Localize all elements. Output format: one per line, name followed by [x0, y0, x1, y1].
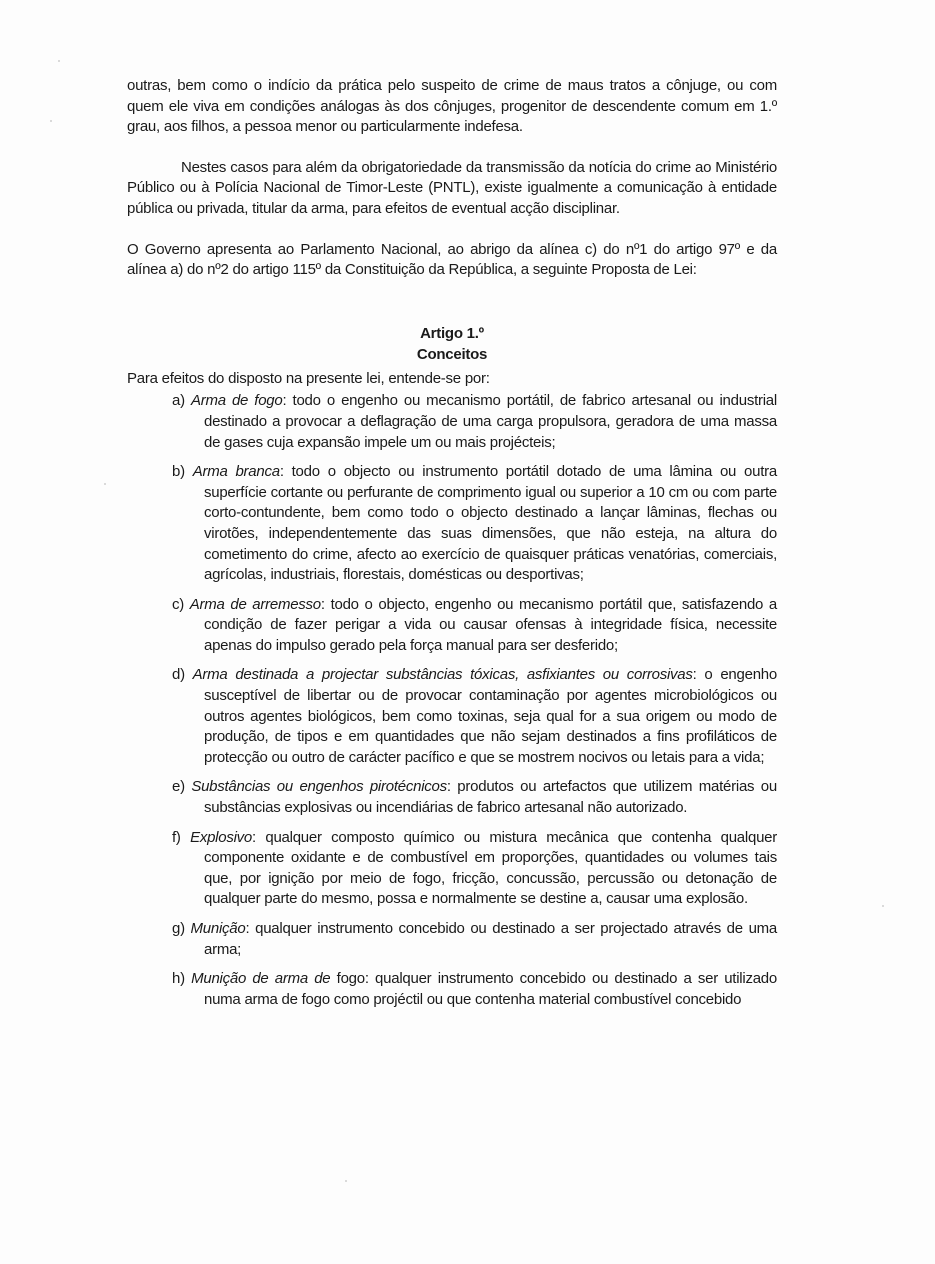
- article-title: Conceitos: [416, 345, 488, 363]
- definition-item: [172, 969, 777, 1010]
- definition-term: Arma de arremesso: [189, 595, 321, 613]
- definition-item: [172, 595, 777, 657]
- scan-speck: [50, 120, 52, 122]
- definition-text: fogo: qualquer instrumento concebido ou destinado a ser utilizado numa arma de fogo como projéctil ou que contenha material combustível concebido: [204, 970, 777, 1008]
- definition-letter: b): [172, 463, 193, 481]
- definition-letter: c): [172, 595, 190, 613]
- definition-text: : produtos ou artefactos que utilizem matérias ou substâncias explosivas ou incendiárias de fabrico artesanal não autorizado.: [204, 778, 777, 817]
- definition-term: Arma branca: [192, 463, 280, 481]
- definition-text: : qualquer instrumento concebido ou destinado a ser projectado através de uma arma;: [204, 920, 777, 958]
- definition-term: Arma de fogo: [190, 392, 283, 410]
- definition-term: Substâncias ou engenhos pirotécnicos: [191, 778, 447, 796]
- definition-item: [172, 665, 777, 768]
- definition-text: : todo o objecto, engenho ou mecanismo portátil que, satisfazendo a condição de fazer perigar a vida ou causar ofensas à integridade física, necessite apenas do impulso gerado pela força manual para ser desferido;: [204, 595, 778, 654]
- intro-paragraph: outras, bem como o indício da prática pelo suspeito de crime de maus tratos a cônjuge, ou com quem ele viva em condições análogas às dos cônjuges, progenitor de descendente comum em 1.º grau, aos filhos, a pessoa menor ou particularmente indefesa.: [127, 77, 777, 136]
- definition-text: : todo o engenho ou mecanismo portátil, de fabrico artesanal ou industrial destinado a provocar a deflagração de uma carga propulsora, geradora de uma massa de gases cuja expansão impele um ou mais projécteis;: [204, 392, 777, 451]
- definition-item: [172, 919, 777, 960]
- definition-item: [172, 462, 777, 586]
- definition-item: [172, 391, 777, 453]
- government-paragraph: O Governo apresenta ao Parlamento Nacional, ao abrigo da alínea c) do nº1 do artigo 97º e da alínea a) do nº2 do artigo 115º da Constituição da República, a seguinte Proposta de Lei:: [127, 240, 777, 279]
- scan-speck: [882, 905, 884, 907]
- definition-term: Munição: [190, 920, 246, 937]
- definition-letter: f): [172, 828, 191, 846]
- definition-letter: e): [172, 778, 192, 796]
- definition-term: Arma destinada a projectar substâncias tóxicas, asfixiantes ou corrosivas: [192, 666, 693, 684]
- definition-term: Explosivo: [190, 828, 253, 846]
- definition-letter: g): [172, 920, 191, 937]
- scan-speck: [104, 483, 106, 485]
- scan-speck: [58, 60, 60, 62]
- cases-paragraph: Nestes casos para além da obrigatoriedade da transmissão da notícia do crime ao Ministério Público ou à Polícia Nacional de Timor-Leste (PNTL), existe igualmente a comunicação à entidade pública ou privada, titular da arma, para efeitos de eventual acção disciplinar.: [127, 158, 777, 217]
- document-body: [127, 76, 777, 1019]
- definition-text: : todo o objecto ou instrumento portátil dotado de uma lâmina ou outra superfície cortante ou perfurante de comprimento igual ou superior a 10 cm ou com parte corto-contundente, bem como todo o objecto destinado a lançar lâminas, flechas ou virotões, independentemente das suas dimensões, que não esteja, na altura do cometimento do crime, afecto ao exercício de quaisquer práticas venatórias, comerciais, agrícolas, industriais, florestais, domésticas ou desportivas;: [204, 463, 777, 584]
- definition-term: Munição de arma de: [191, 970, 331, 988]
- definitions-list: [127, 391, 777, 1010]
- article-number: Artigo 1.º: [420, 324, 484, 342]
- definitions-lead: Para efeitos do disposto na presente lei, entende-se por:: [127, 369, 490, 387]
- definition-item: [172, 828, 777, 910]
- definition-letter: d): [172, 666, 193, 684]
- definition-item: [172, 777, 777, 818]
- definition-text: : o engenho susceptível de libertar ou de provocar contaminação por agentes microbiológicos ou outros agentes biológicos, bem como toxinas, seja qual for a sua origem ou modo de produção, de tipos e em quantidades que não sejam destinados a fins profiláticos de protecção ou outro de carácter pacífico e que se mostrem nocivos ou letais para a vida;: [204, 666, 777, 766]
- definition-letter: h): [172, 970, 192, 988]
- definition-letter: a): [172, 392, 191, 410]
- definition-text: : qualquer composto químico ou mistura mecânica que contenha qualquer componente oxidante e de combustível em proporções, quantidades ou volumes tais que, por ignição por meio de fogo, fricção, concussão, percussão ou detonação de qualquer parte do mesmo, possa e normalmente se destine a, causar uma explosão.: [204, 828, 777, 908]
- scan-speck: [345, 1180, 347, 1182]
